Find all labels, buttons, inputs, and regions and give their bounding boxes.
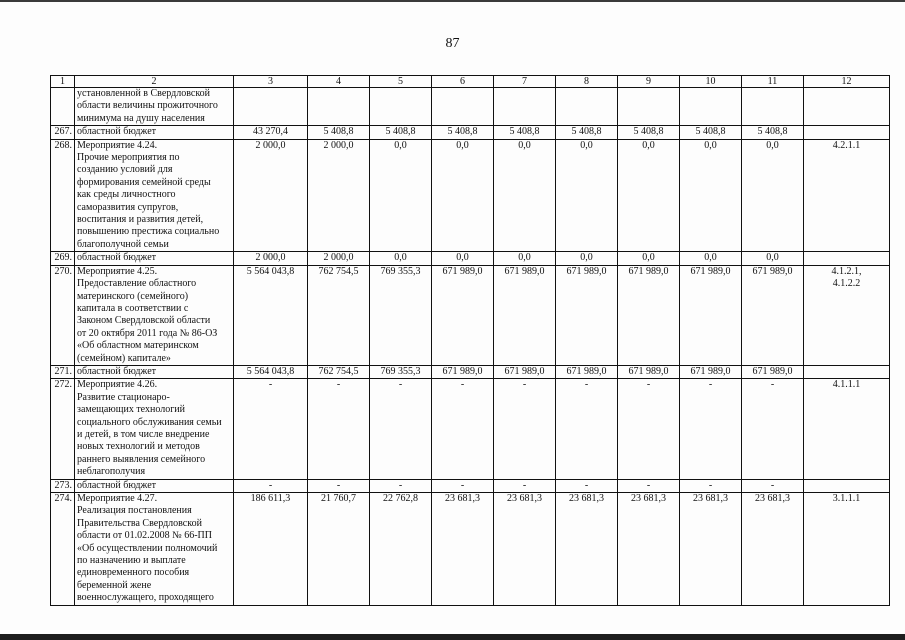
row-value [370,88,432,126]
row-name-line: благополучной семьи [77,238,169,250]
row-value: 671 989,0 [494,265,556,365]
row-target-code-line: 4.1.2.2 [832,278,861,290]
row-name-line: Мероприятие 4.27. [77,493,158,504]
row-name-line: Развитие стационаро- [77,391,170,403]
row-name-line: созданию условий для [77,164,173,176]
row-number: 271. [51,365,75,378]
row-value: 0,0 [432,139,494,252]
row-value: 0,0 [556,252,618,265]
row-name-line: областной бюджет [77,479,157,491]
column-header: 3 [234,76,308,88]
row-value: - [618,379,680,479]
row-name [75,88,234,126]
row-name-line: беременной жене [77,579,152,591]
row-value: 23 681,3 [432,493,494,606]
row-number: 274. [51,493,75,606]
row-value: 2 000,0 [308,252,370,265]
row-name [75,479,234,492]
row-name-line: Мероприятие 4.26. [77,379,158,391]
row-value: - [234,379,308,479]
row-value: 5 408,8 [432,126,494,139]
row-name-line: «Об осуществлении полномочий [77,542,218,554]
row-name-line: Реализация постановления [77,505,192,517]
row-name-line: социального обслуживания семьи [77,416,222,428]
budget-table [50,75,890,606]
row-value: 769 355,3 [370,265,432,365]
row-number [51,88,75,126]
row-name-line: Мероприятие 4.24. [77,139,158,151]
row-name-line: военнослужащего, проходящего [77,592,214,604]
row-value: 5 408,8 [370,126,432,139]
row-name [75,139,234,252]
row-name-line: областной бюджет [77,252,157,264]
row-value [742,88,804,126]
row-value: 21 760,7 [308,493,370,606]
row-value: - [308,379,370,479]
table-row [51,493,890,606]
table-row [51,365,890,378]
row-name-line: капитала в соответствии с [77,302,189,314]
column-header: 6 [432,76,494,88]
row-name-line: Прочие мероприятия по [77,152,180,164]
row-value: 769 355,3 [370,365,432,378]
row-value: 5 408,8 [308,126,370,139]
row-number: 269. [51,252,75,265]
row-target-code [804,252,890,265]
row-name-line: повышению престижа социально [77,226,220,238]
row-name-line: и детей, в том числе внедрение [77,428,210,440]
row-value: 671 989,0 [432,265,494,365]
row-name [75,252,234,265]
row-value: 671 989,0 [742,365,804,378]
row-target-code [804,88,890,126]
column-header: 4 [308,76,370,88]
table-row [51,88,890,126]
row-value: 0,0 [494,139,556,252]
row-target-code [804,479,890,492]
row-value [432,88,494,126]
row-name-line: формирования семейной среды [77,176,211,188]
row-value: 0,0 [432,252,494,265]
row-name-line: Мероприятие 4.25. [77,265,158,277]
row-name [75,493,234,606]
scan-edge-bottom [0,634,905,640]
column-header: 2 [75,76,234,88]
row-name-line: «Об областном материнском [77,340,199,352]
row-value: 0,0 [618,139,680,252]
row-value: - [556,379,618,479]
row-name-line: (семейном) капитале» [77,352,171,364]
row-target-code-line: 4.1.1.1 [832,379,861,391]
row-value [234,88,308,126]
row-name-line: неблагополучия [77,466,146,478]
row-name [75,265,234,365]
row-name-line: воспитания и развития детей, [77,214,204,226]
row-value: 186 611,3 [234,493,308,606]
row-target-code [804,365,890,378]
row-target-code [804,379,890,479]
row-value: 0,0 [742,139,804,252]
column-header: 9 [618,76,680,88]
row-value: - [680,479,742,492]
row-name-line: установленной в Свердловской [77,88,211,99]
row-value: 671 989,0 [680,265,742,365]
row-value: 671 989,0 [742,265,804,365]
table-row [51,252,890,265]
scan-edge-top [0,0,905,2]
row-name-line: Правительства Свердловской [77,517,202,529]
row-value: 23 681,3 [618,493,680,606]
row-name-line: единовременного пособия [77,567,190,579]
row-value [494,88,556,126]
row-value: 0,0 [370,139,432,252]
row-value [680,88,742,126]
row-value: - [742,379,804,479]
row-number: 268. [51,139,75,252]
row-value: 671 989,0 [556,365,618,378]
row-name-line: области величины прожиточного [77,100,218,112]
row-value: 2 000,0 [234,252,308,265]
row-target-code [804,265,890,365]
row-value: - [494,379,556,479]
table-body [51,88,890,606]
table-row [51,479,890,492]
row-value: 0,0 [680,139,742,252]
row-name-line: саморазвития супругов, [77,201,179,213]
row-name-line: областной бюджет [77,126,157,138]
row-value: 23 681,3 [494,493,556,606]
column-header: 1 [51,76,75,88]
row-value: 5 564 043,8 [234,265,308,365]
row-value: 23 681,3 [556,493,618,606]
row-value: 671 989,0 [494,365,556,378]
column-header: 7 [494,76,556,88]
row-value: 2 000,0 [308,139,370,252]
row-value: 22 762,8 [370,493,432,606]
row-name-line: как среды личностного [77,189,176,201]
row-number: 272. [51,379,75,479]
row-target-code [804,126,890,139]
column-header: 12 [804,76,890,88]
row-name-line: материнского (семейного) [77,290,189,302]
row-value: - [494,479,556,492]
row-value: 5 408,8 [742,126,804,139]
row-name-line: Законом Свердловской области [77,315,211,327]
row-value: - [680,379,742,479]
row-name [75,379,234,479]
row-name-line: областной бюджет [77,365,157,377]
row-value: - [742,479,804,492]
row-value: 23 681,3 [680,493,742,606]
row-value: 671 989,0 [618,365,680,378]
row-value: 0,0 [556,139,618,252]
page-number: 87 [445,36,460,51]
row-value: 0,0 [680,252,742,265]
row-value: 671 989,0 [556,265,618,365]
row-value: 671 989,0 [432,365,494,378]
row-target-code [804,493,890,606]
row-value [556,88,618,126]
row-number: 273. [51,479,75,492]
row-name-line: Предоставление областного [77,278,197,290]
row-value: 762 754,5 [308,265,370,365]
row-value [618,88,680,126]
row-name-line: минимума на душу населения [77,112,205,124]
row-value: 5 408,8 [556,126,618,139]
row-value: - [618,479,680,492]
row-name [75,126,234,139]
row-name-line: по назначению и выплате [77,555,186,567]
column-header: 5 [370,76,432,88]
row-name-line: раннего выявления семейного [77,453,206,465]
row-value: 5 564 043,8 [234,365,308,378]
row-number: 267. [51,126,75,139]
row-name [75,365,234,378]
row-value: 671 989,0 [618,265,680,365]
row-target-code-line: 4.2.1.1 [832,139,861,151]
row-value: 5 408,8 [618,126,680,139]
table-row [51,379,890,479]
row-value: 23 681,3 [742,493,804,606]
row-value: 671 989,0 [680,365,742,378]
table-row [51,265,890,365]
row-value: - [556,479,618,492]
row-target-code-line: 4.1.2.1, [831,265,862,277]
row-target-code-line: 3.1.1.1 [832,493,861,504]
row-value: 0,0 [618,252,680,265]
row-value: - [308,479,370,492]
table-row [51,139,890,252]
table-row [51,126,890,139]
row-value: 43 270,4 [234,126,308,139]
column-header: 11 [742,76,804,88]
table-header-row [51,76,890,88]
row-value: 2 000,0 [234,139,308,252]
row-name-line: области от 01.02.2008 № 66-ПП [77,530,212,542]
column-header: 8 [556,76,618,88]
row-value: 0,0 [370,252,432,265]
row-value: 762 754,5 [308,365,370,378]
row-value: - [370,379,432,479]
row-value [308,88,370,126]
row-value: - [432,479,494,492]
row-value: - [370,479,432,492]
column-header: 10 [680,76,742,88]
row-value: 0,0 [742,252,804,265]
row-value: 0,0 [494,252,556,265]
row-value: - [432,379,494,479]
row-name-line: от 20 октября 2011 года № 86-ОЗ [77,327,218,339]
row-value: 5 408,8 [680,126,742,139]
row-name-line: новых технологий и методов [77,441,200,453]
row-value: - [234,479,308,492]
row-number: 270. [51,265,75,365]
row-value: 5 408,8 [494,126,556,139]
row-name-line: замещающих технологий [77,404,186,416]
row-target-code [804,139,890,252]
